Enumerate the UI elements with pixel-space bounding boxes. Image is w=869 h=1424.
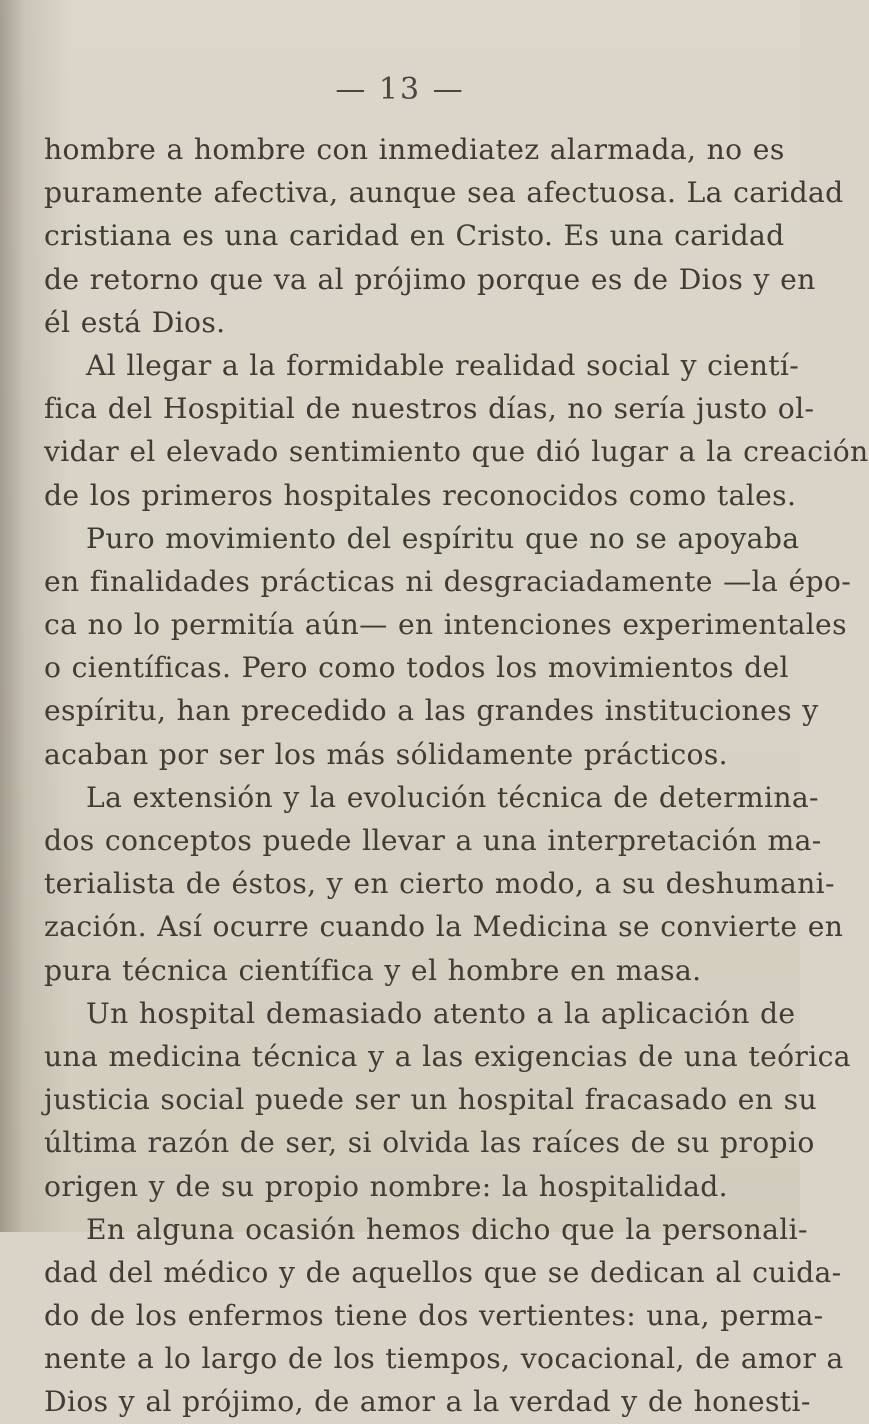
- text-line: puramente afectiva, aunque sea afectuosa. La caridad: [44, 176, 844, 210]
- body-text: [44, 128, 869, 1424]
- text-line: dad del médico y de aquellos que se dedican al cuida-: [44, 1255, 842, 1289]
- text-line: justicia social puede ser un hospital fracasado en su: [44, 1083, 817, 1117]
- text-line: ca no lo permitía aún— en intenciones experimentales: [44, 608, 847, 642]
- text-line: Puro movimiento del espíritu que no se apoyaba: [86, 521, 800, 555]
- text-line: vidar el elevado sentimiento que dió lugar a la creación: [44, 435, 869, 469]
- text-line: dos conceptos puede llevar a una interpretación ma-: [44, 824, 822, 857]
- text-line: zación. Así ocurre cuando la Medicina se convierte en: [44, 910, 844, 944]
- text-line: fica del Hospitial de nuestros días, no sería justo ol-: [44, 392, 815, 426]
- text-line: de retorno que va al prójimo porque es de Dios y en: [44, 262, 816, 296]
- text-line: última razón de ser, si olvida las raíces de su propio: [44, 1126, 815, 1160]
- text-line: cristiana es una caridad en Cristo. Es una caridad: [44, 219, 785, 253]
- text-line: Un hospital demasiado atento a la aplicación de: [86, 996, 796, 1030]
- text-line: origen y de su propio nombre: la hospitalidad.: [44, 1169, 728, 1203]
- page-number: — 13 —: [335, 72, 465, 107]
- text-line: en finalidades prácticas ni desgraciadamente —la épo-: [44, 564, 852, 598]
- text-line: pura técnica científica y el hombre en masa.: [44, 953, 702, 987]
- text-line: Al llegar a la formidable realidad social y cientí-: [86, 348, 800, 382]
- text-line: hombre a hombre con inmediatez alarmada, no es: [44, 133, 785, 166]
- text-line: Dios y al prójimo, de amor a la verdad y de honesti-: [44, 1385, 811, 1419]
- text-line: espíritu, han precedido a las grandes instituciones y: [44, 694, 819, 728]
- text-line: de los primeros hospitales reconocidos como tales.: [44, 478, 797, 512]
- text-line: do de los enfermos tiene dos vertientes: una, perma-: [44, 1299, 824, 1333]
- text-line: acaban por ser los más sólidamente prácticos.: [44, 737, 728, 771]
- text-line: una medicina técnica y a las exigencias de una teórica: [44, 1039, 851, 1073]
- text-line: él está Dios.: [44, 305, 226, 339]
- text-line: terialista de éstos, y en cierto modo, a su deshumani-: [44, 867, 835, 901]
- text-line: En alguna ocasión hemos dicho que la personali-: [86, 1212, 808, 1246]
- text-line: o científicas. Pero como todos los movimientos del: [44, 651, 789, 685]
- text-line: La extensión y la evolución técnica de determina-: [86, 780, 819, 814]
- text-line: nente a lo largo de los tiempos, vocacional, de amor a: [44, 1342, 844, 1376]
